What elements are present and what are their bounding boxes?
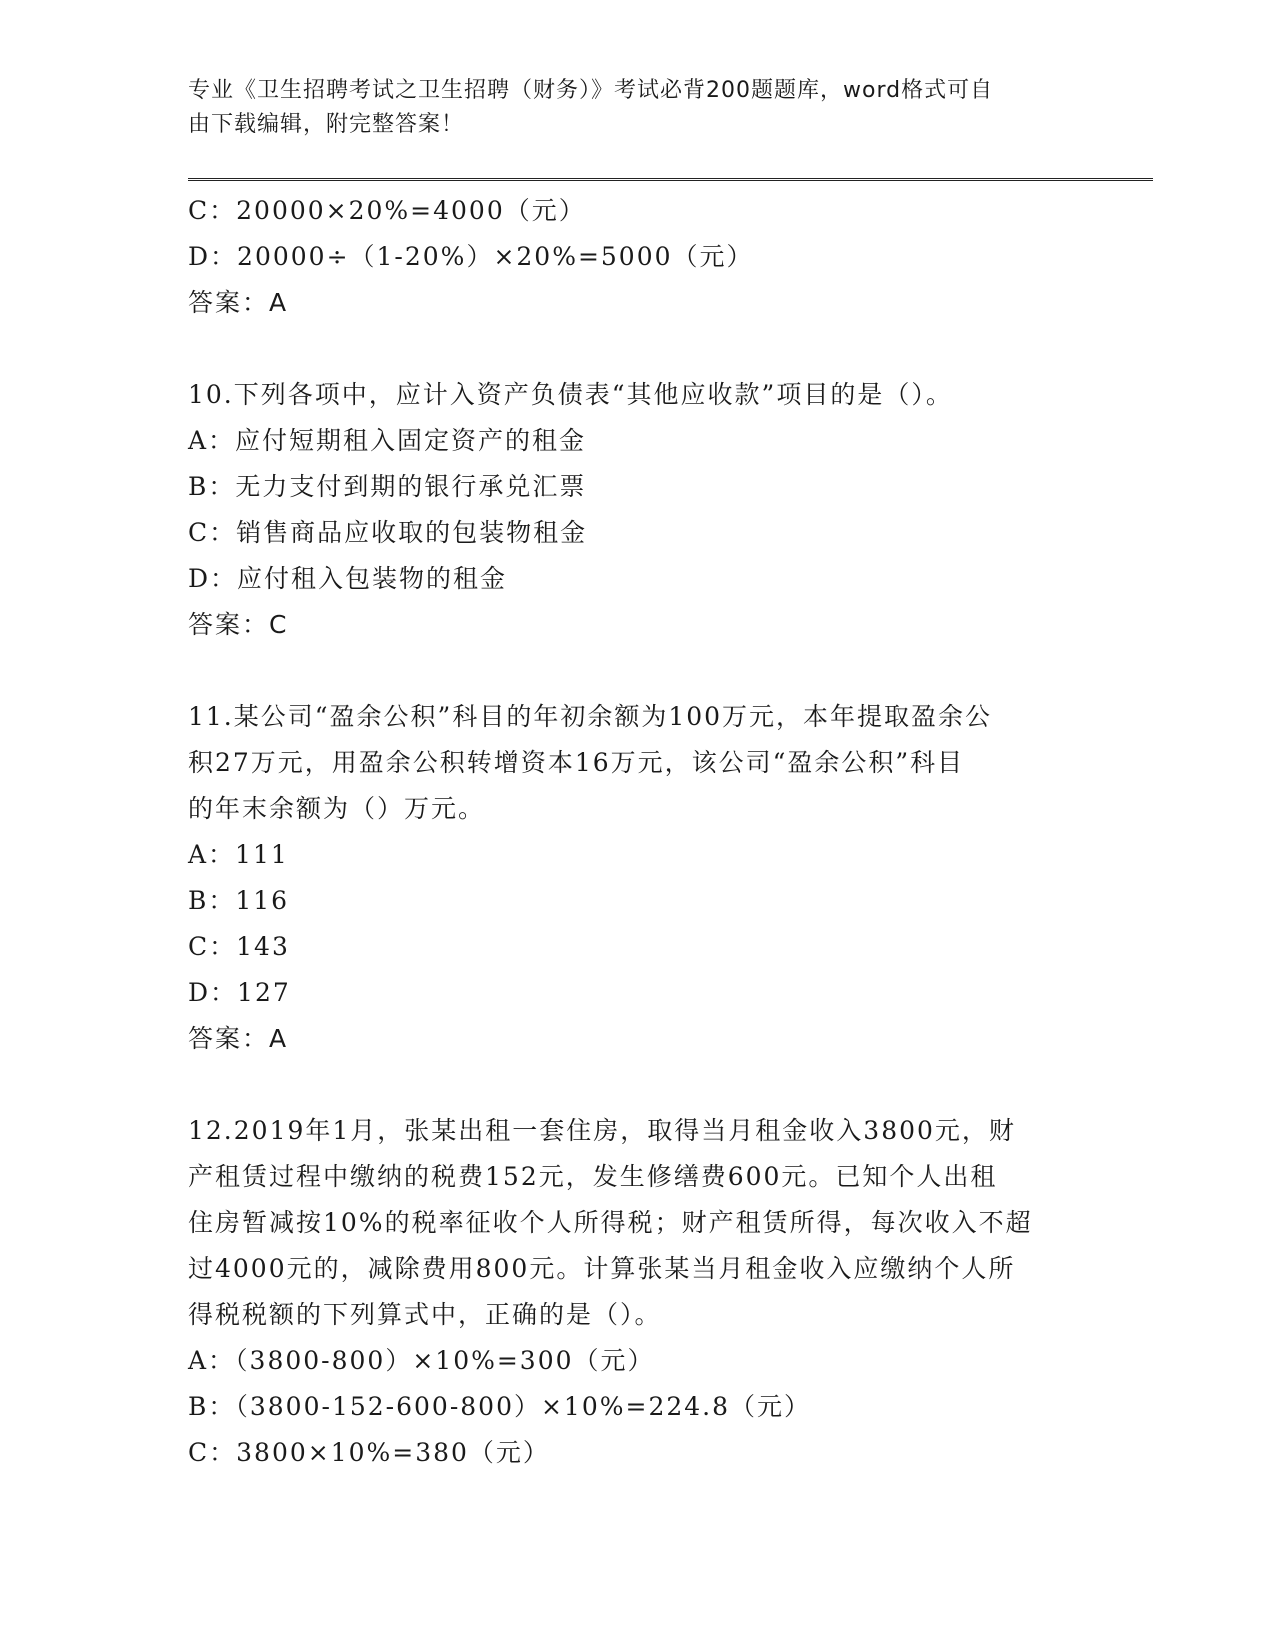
question-10 <box>188 372 1088 648</box>
question-text-line-2: 积27万元，用盈余公积转增资本16万元，该公司“盈余公积”科目 <box>188 748 965 777</box>
answer: 答案：A <box>188 1024 289 1053</box>
header-divider <box>188 178 1153 181</box>
question-12 <box>188 1108 1088 1476</box>
question-text-line-4: 过4000元的，减除费用800元。计算张某当月租金收入应缴纳个人所 <box>188 1254 1016 1283</box>
option-c: C：3800×10%=380（元） <box>188 1438 550 1467</box>
question-text-line-2: 产租赁过程中缴纳的税费152元，发生修缮费600元。已知个人出租 <box>188 1162 998 1191</box>
option-b: B：无力支付到期的银行承兑汇票 <box>188 472 587 501</box>
answer: 答案：A <box>188 288 289 317</box>
question-text-line-3: 的年末余额为（）万元。 <box>188 794 486 823</box>
answer: 答案：C <box>188 610 289 639</box>
question-text-line-1: 12.2019年1月，张某出租一套住房，取得当月租金收入3800元，财 <box>188 1116 1016 1145</box>
question-text-line-1: 11.某公司“盈余公积”科目的年初余额为100万元，本年提取盈余公 <box>188 702 993 731</box>
option-c: C：销售商品应收取的包装物租金 <box>188 518 588 547</box>
question-list <box>188 188 1088 1476</box>
question-11 <box>188 694 1088 1062</box>
option-a: A：（3800-800）×10%=300（元） <box>188 1346 655 1375</box>
option-d: D：20000÷（1-20%）×20%=5000（元） <box>188 242 754 271</box>
header-line-2: 由下载编辑，附完整答案！ <box>188 112 465 137</box>
option-b: B：（3800-152-600-800）×10%=224.8（元） <box>188 1392 812 1421</box>
question-9-continuation <box>188 188 1088 326</box>
option-d: D：127 <box>188 978 291 1007</box>
option-b: B：116 <box>188 886 290 915</box>
option-c: C：143 <box>188 932 290 961</box>
question-text-line-3: 住房暂减按10%的税率征收个人所得税；财产租赁所得，每次收入不超 <box>188 1208 1033 1237</box>
document-header <box>188 74 1068 142</box>
question-text: 10.下列各项中，应计入资产负债表“其他应收款”项目的是（）。 <box>188 380 953 409</box>
option-d: D：应付租入包装物的租金 <box>188 564 508 593</box>
option-a: A：应付短期租入固定资产的租金 <box>188 426 587 455</box>
question-text-line-5: 得税税额的下列算式中，正确的是（）。 <box>188 1300 662 1329</box>
header-line-1: 专业《卫生招聘考试之卫生招聘（财务）》考试必背200题题库，word格式可自 <box>188 78 994 103</box>
option-a: A：111 <box>188 840 289 869</box>
option-c: C：20000×20%=4000（元） <box>188 196 586 225</box>
